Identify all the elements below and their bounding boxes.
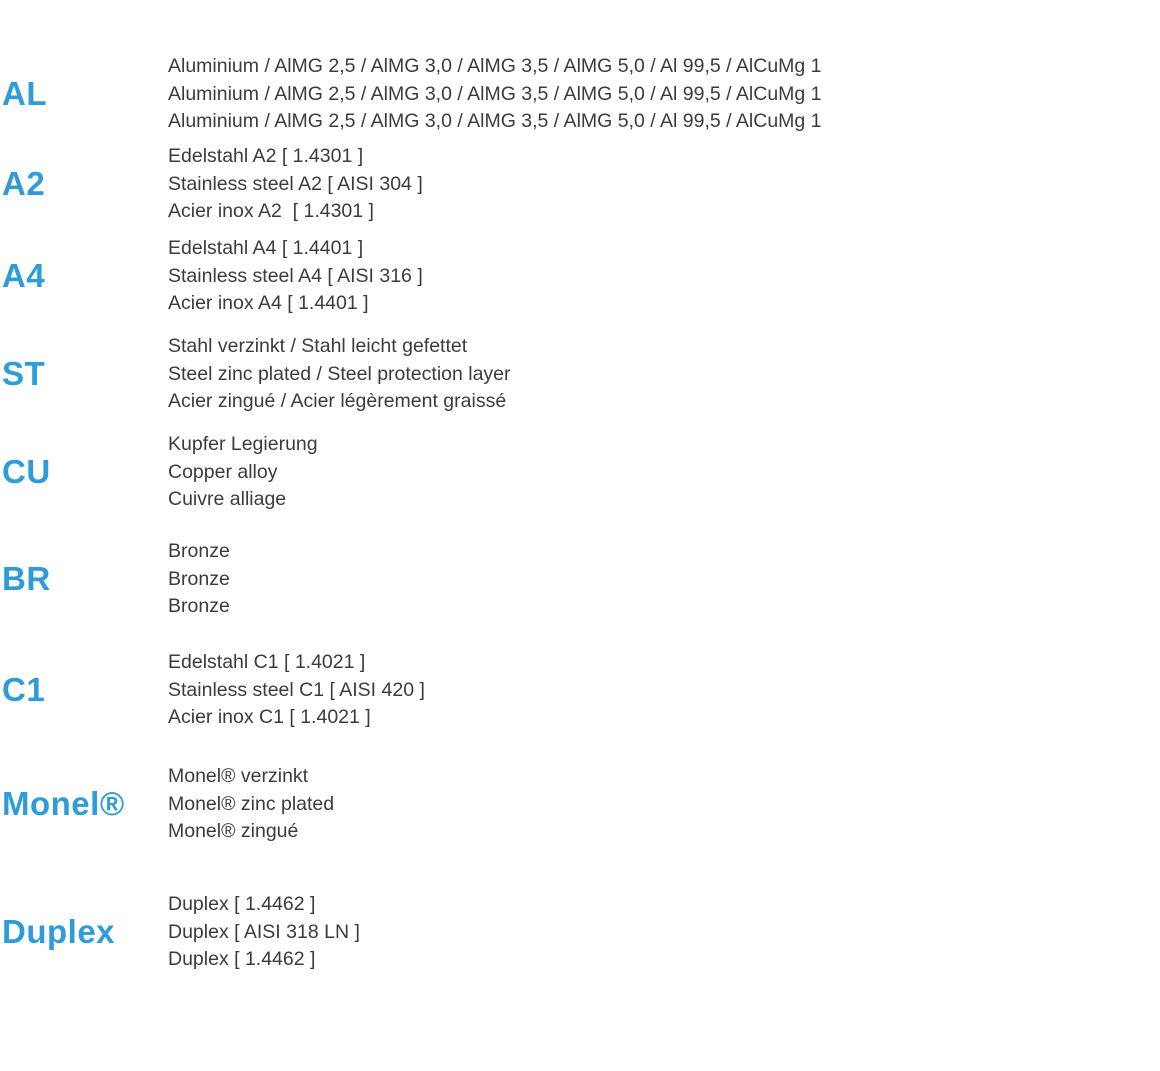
- material-row-a4: [0, 235, 423, 318]
- material-row-cu: [0, 431, 318, 514]
- description-fr: Acier zingué / Acier légèrement graissé: [168, 390, 507, 412]
- material-descriptions-a4: [168, 235, 423, 318]
- material-row-st: [0, 333, 511, 416]
- material-row-a2: [0, 143, 423, 226]
- material-code-a4: A4: [2, 257, 46, 295]
- description-en: Bronze: [168, 567, 230, 590]
- material-code-st: ST: [2, 355, 46, 393]
- description-en: Stainless steel C1 [ AISI 420 ]: [168, 678, 425, 701]
- material-code-cu: CU: [2, 453, 51, 491]
- description-de: Duplex [ 1.4462 ]: [168, 893, 316, 915]
- material-row-c1: [0, 649, 425, 732]
- description-de: Edelstahl C1 [ 1.4021 ]: [168, 651, 366, 673]
- material-descriptions-st: [168, 333, 511, 416]
- description-fr: Acier inox C1 [ 1.4021 ]: [168, 706, 371, 728]
- description-en: Monel® zinc plated: [168, 792, 335, 815]
- description-fr: Cuivre alliage: [168, 488, 287, 510]
- description-fr: Monel® zingué: [168, 820, 299, 842]
- description-en: Stainless steel A2 [ AISI 304 ]: [168, 172, 423, 195]
- material-descriptions-duplex: [168, 891, 360, 974]
- description-en: Steel zinc plated / Steel protection layer: [168, 362, 511, 385]
- material-descriptions-al: [168, 53, 822, 136]
- material-row-br: [0, 538, 230, 621]
- description-fr: Bronze: [168, 595, 230, 617]
- description-de: Aluminium / AlMG 2,5 / AlMG 3,0 / AlMG 3,5 / AlMG 5,0 / Al 99,5 / AlCuMg 1: [168, 55, 822, 77]
- description-en: Copper alloy: [168, 460, 278, 483]
- description-de: Edelstahl A2 [ 1.4301 ]: [168, 145, 364, 167]
- material-code-duplex: Duplex: [2, 913, 116, 951]
- material-descriptions-br: [168, 538, 230, 621]
- description-de: Bronze: [168, 540, 230, 562]
- material-row-duplex: [0, 891, 360, 974]
- description-fr: Duplex [ 1.4462 ]: [168, 948, 316, 970]
- description-en: Aluminium / AlMG 2,5 / AlMG 3,0 / AlMG 3,5 / AlMG 5,0 / Al 99,5 / AlCuMg 1: [168, 82, 822, 105]
- description-fr: Acier inox A4 [ 1.4401 ]: [168, 292, 369, 314]
- material-descriptions-monel: [168, 763, 334, 846]
- description-fr: Acier inox A2 [ 1.4301 ]: [168, 200, 374, 222]
- material-descriptions-cu: [168, 431, 318, 514]
- description-de: Edelstahl A4 [ 1.4401 ]: [168, 237, 364, 259]
- material-descriptions-a2: [168, 143, 423, 226]
- material-code-monel: Monel®: [2, 785, 125, 823]
- description-de: Kupfer Legierung: [168, 433, 318, 455]
- description-en: Duplex [ AISI 318 LN ]: [168, 920, 360, 943]
- description-de: Stahl verzinkt / Stahl leicht gefettet: [168, 335, 468, 357]
- description-de: Monel® verzinkt: [168, 765, 309, 787]
- material-code-a2: A2: [2, 165, 46, 203]
- material-code-br: BR: [2, 560, 51, 598]
- description-fr: Aluminium / AlMG 2,5 / AlMG 3,0 / AlMG 3,5 / AlMG 5,0 / Al 99,5 / AlCuMg 1: [168, 110, 822, 132]
- material-row-monel: [0, 763, 334, 846]
- material-code-c1: C1: [2, 671, 46, 709]
- description-en: Stainless steel A4 [ AISI 316 ]: [168, 264, 423, 287]
- material-code-al: AL: [2, 75, 47, 113]
- material-descriptions-c1: [168, 649, 425, 732]
- material-row-al: [0, 53, 822, 136]
